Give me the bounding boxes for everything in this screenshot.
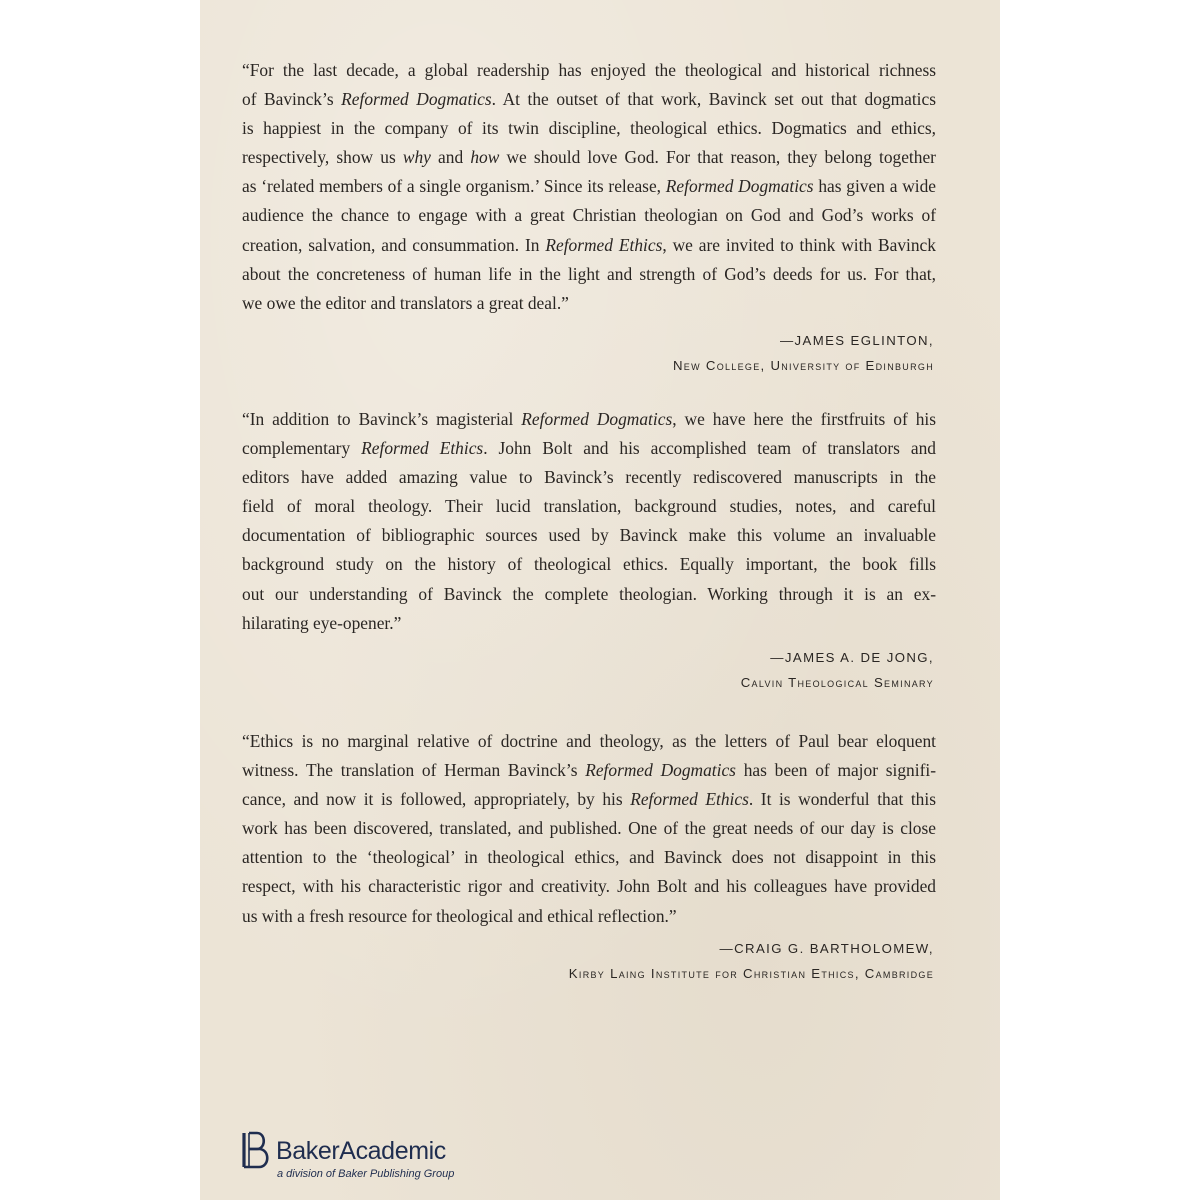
quote-line: as ‘related members of a single organism.’ Since its release, Reformed Dogmatics has given a wide (242, 176, 937, 197)
endorser-name: —CRAIG G. BARTHOLOMEW, (719, 941, 934, 956)
endorsement-quote-3 (242, 727, 936, 931)
quote-line: respectively, show us why and how we should love God. For that reason, they belong together (242, 147, 936, 168)
quote-line: creation, salvation, and consummation. In Reformed Ethics, we are invited to think with Bavinck (242, 234, 936, 255)
book-title: Reformed Dogmatics (665, 176, 814, 197)
quote-line: “In addition to Bavinck’s magisterial Reformed Dogmatics, we have here the firstfruits of his (242, 409, 936, 429)
quote-line: us with a fresh resource for theological and ethical reflection.” (242, 905, 677, 926)
back-cover (200, 0, 1000, 1200)
publisher-logo (240, 1130, 480, 1194)
book-title: why (402, 147, 431, 168)
quote-line: “For the last decade, a global readership has enjoyed the theological and historical richness (242, 60, 936, 80)
endorser-name: —JAMES A. DE JONG, (770, 650, 934, 665)
quote-line: about the concreteness of human life in the light and strength of God’s deeds for us. For that, (242, 263, 936, 284)
quote-line: background study on the history of theological ethics. Equally important, the book fills (242, 554, 936, 575)
book-title: Reformed Ethics (361, 438, 484, 459)
endorser-institution: Kirby Laing Institute for Christian Ethics, Cambridge (568, 966, 934, 981)
book-title: Reformed Ethics (545, 234, 663, 255)
endorser-institution: New College, University of Edinburgh (672, 358, 934, 373)
quote-line: out our understanding of Bavinck the complete theologian. Working through it is an ex- (242, 583, 936, 604)
quote-line: editors have added amazing value to Bavinck’s recently rediscovered manuscripts in the (242, 467, 936, 488)
endorser-name: —JAMES EGLINTON, (779, 333, 934, 348)
quote-line: field of moral theology. Their lucid translation, background studies, notes, and careful (242, 496, 936, 517)
endorsement-attribution-1 (673, 328, 934, 378)
endorser-institution: Calvin Theological Seminary (740, 675, 934, 690)
quote-line: “Ethics is no marginal relative of doctrine and theology, as the letters of Paul bear eloquent (242, 731, 936, 751)
quote-line: work has been discovered, translated, and published. One of the great needs of our day is close (242, 818, 936, 839)
quote-line: respect, with his characteristic rigor and creativity. John Bolt and his colleagues have provided (242, 876, 936, 897)
endorsement-quote-2 (242, 405, 936, 638)
quote-line: complementary Reformed Ethics. John Bolt and his accomplished team of translators and (242, 438, 936, 459)
quote-line: witness. The translation of Herman Bavinck’s Reformed Dogmatics has been of major signifi- (242, 760, 936, 781)
quote-line: of Bavinck’s Reformed Dogmatics. At the outset of that work, Bavinck set out that dogmatics (242, 89, 936, 110)
endorsement-quote-1 (242, 56, 936, 318)
endorsement-attribution-3 (569, 936, 934, 986)
quote-line: cance, and now it is followed, appropriately, by his Reformed Ethics. It is wonderful that this (242, 789, 936, 810)
publisher-tagline: a division of Baker Publishing Group (277, 1168, 455, 1180)
stylized-b-logo-icon (240, 1130, 272, 1170)
endorsement-attribution-2 (741, 645, 934, 695)
book-title: Reformed Ethics (630, 789, 749, 810)
quote-line: we owe the editor and translators a great deal.” (242, 292, 569, 313)
book-title: how (470, 147, 500, 168)
quote-line: hilarating eye-opener.” (242, 612, 402, 633)
quote-line: documentation of bibliographic sources used by Bavinck make this volume an invaluable (242, 525, 936, 546)
quote-line: is happiest in the company of its twin discipline, theological ethics. Dogmatics and ethics, (242, 118, 936, 139)
book-title: Reformed Dogmatics (521, 409, 673, 429)
book-title: Reformed Dogmatics (341, 89, 492, 110)
book-title: Reformed Dogmatics (585, 760, 736, 781)
quote-line: audience the chance to engage with a great Christian theologian on God and God’s works of (242, 205, 936, 226)
quote-line: attention to the ‘theological’ in theological ethics, and Bavinck does not disappoint in this (242, 847, 936, 868)
publisher-name: BakerAcademic (276, 1137, 446, 1165)
